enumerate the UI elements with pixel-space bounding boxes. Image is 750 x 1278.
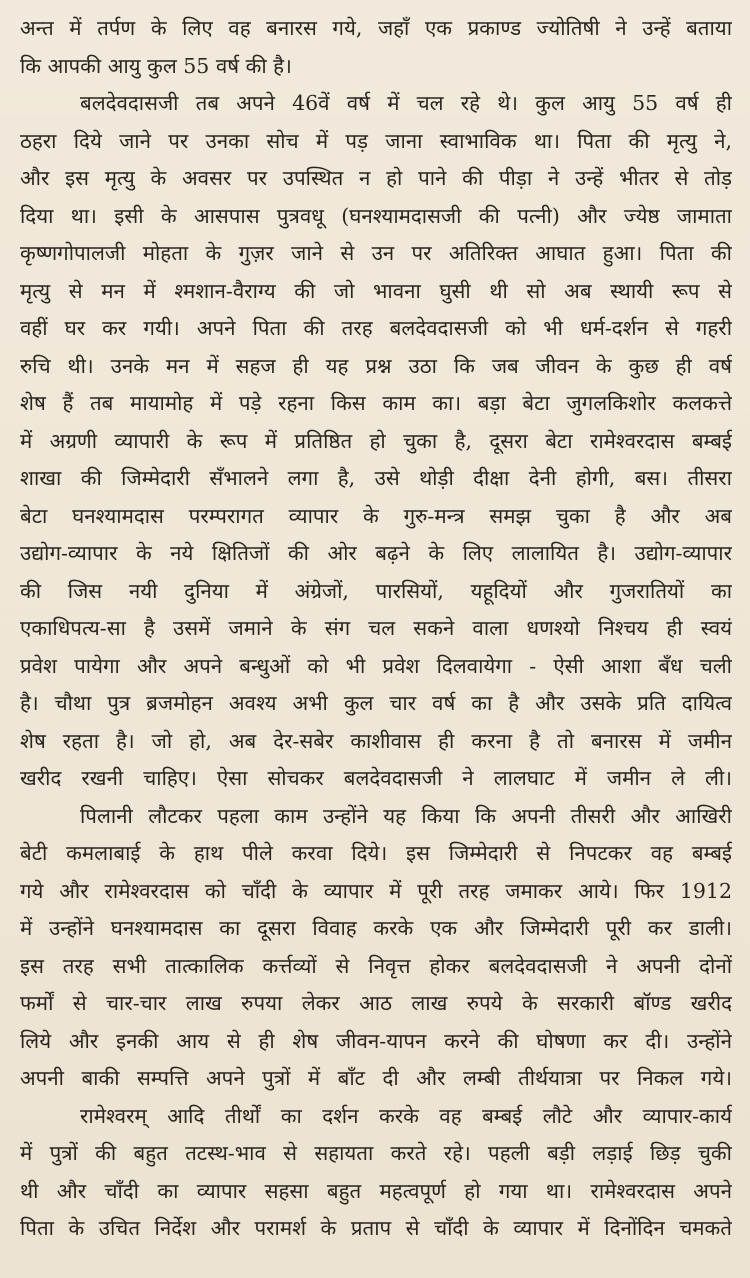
text-line-23: बेटी कमलाबाई के हाथ पीले करवा दिये। इस जिम्मेदारी से निपटकर वह बम्बई xyxy=(20,841,732,865)
text-line-20: शेष रहता है। जो हो, अब देर-सबेर काशीवास ही करना है तो बनारस में जमीन xyxy=(20,728,732,753)
text-line-31: में पुत्रों की बहुत तटस्थ-भाव से सहायता करते रहे। पहली बड़ी लड़ाई छिड़ चुकी xyxy=(20,1141,732,1165)
text-line-9: वहीं घर कर गयी। अपने पिता की तरह बलदेवदासजी को भी धर्म-दर्शन से गहरी xyxy=(20,316,732,340)
text-line-13: शाखा की जिम्मेदारी सँभालने लगा है, उसे थोड़ी दीक्षा देनी होगी, बस। तीसरा xyxy=(20,466,732,490)
text-line-10: रुचि थी। उनके मन में सहज ही यह प्रश्न उठा कि जब जीवन के कुछ ही वर्ष xyxy=(20,353,732,378)
text-line-17: एकाधिपत्य-सा है उसमें जमाने के संग चल सकने वाला धणश्यो निश्चय ही स्वयं xyxy=(20,616,732,640)
text-line-4: ठहरा दिये जाने पर उनका सोच में पड़ जाना स्वाभाविक था। पिता की मृत्यु ने, xyxy=(20,128,732,153)
text-line-8: मृत्यु से मन में श्मशान-वैराग्य की जो भावना घुसी थी सो अब स्थायी रूप से xyxy=(20,278,732,303)
text-line-3: बलदेवदासजी तब अपने 46वें वर्ष में चल रहे थे। कुल आयु 55 वर्ष ही xyxy=(80,91,732,115)
text-line-29: अपनी बाकी सम्पत्ति अपने पुत्रों में बाँट दी और लम्बी तीर्थयात्रा पर निकल गये। xyxy=(20,1066,732,1090)
text-line-21: खरीद रखनी चाहिए। ऐसा सोचकर बलदेवदासजी ने लालघाट में जमीन ले ली। xyxy=(20,766,732,790)
text-line-16: की जिस नयी दुनिया में अंग्रेजों, पारसियों, यहूदियों और गुजरातियों का xyxy=(20,578,732,603)
text-line-33: पिता के उचित निर्देश और परामर्श के प्रताप से चाँदी के व्यापार में दिनोंदिन चमकते xyxy=(20,1216,732,1240)
text-line-12: में अग्रणी व्यापारी के रूप में प्रतिष्ठित हो चुका है, दूसरा बेटा रामेश्वरदास बम्बई xyxy=(20,428,732,453)
text-line-1: अन्त में तर्पण के लिए वह बनारस गये, जहाँ एक प्रकाण्ड ज्योतिषी ने उन्हें बताया xyxy=(20,16,732,40)
text-line-30: रामेश्वरम् आदि तीर्थों का दर्शन करके वह बम्बई लौटे और व्यापार-कार्य xyxy=(80,1103,732,1128)
text-line-28: लिये और इनकी आय से ही शेष जीवन-यापन करने की घोषणा कर दी। उन्होंने xyxy=(20,1028,732,1053)
text-line-18: प्रवेश पायेगा और अपने बन्धुओं को भी प्रवेश दिलवायेगा - ऐसी आशा बँध चली xyxy=(20,653,732,678)
text-line-32: थी और चाँदी का व्यापार सहसा बहुत महत्वपूर्ण हो गया था। रामेश्वरदास अपने xyxy=(20,1178,732,1203)
text-line-24: गये और रामेश्वरदास को चाँदी के व्यापार में पूरी तरह जमाकर आये। फिर 1912 xyxy=(20,878,732,903)
text-line-7: कृष्णगोपालजी मोहता के गुज़र जाने से उन पर अतिरिक्त आघात हुआ। पिता की xyxy=(20,241,732,265)
text-line-19: है। चौथा पुत्र ब्रजमोहन अवश्य अभी कुल चार वर्ष का है और उसके प्रति दायित्व xyxy=(20,691,732,715)
text-line-27: फर्मों से चार-चार लाख रुपया लेकर आठ लाख रुपये के सरकारी बॉण्ड खरीद xyxy=(20,991,732,1015)
text-line-5: और इस मृत्यु के अवसर पर उपस्थित न हो पाने की पीड़ा ने उन्हें भीतर से तोड़ xyxy=(20,166,732,190)
text-line-25: में उन्होंने घनश्यामदास का दूसरा विवाह करके एक और जिम्मेदारी पूरी कर डाली। xyxy=(20,916,732,940)
text-line-22: पिलानी लौटकर पहला काम उन्होंने यह किया कि अपनी तीसरी और आखिरी xyxy=(80,803,732,828)
text-line-2: कि आपकी आयु कुल 55 वर्ष की है। xyxy=(20,53,292,78)
body-text xyxy=(20,10,732,1248)
text-line-6: दिया था। इसी के आसपास पुत्रवधू (घनश्यामदासजी की पत्नी) और ज्येष्ठ जामाता xyxy=(20,203,732,228)
text-line-15: उद्योग-व्यापार के नये क्षितिजों की ओर बढ़ने के लिए लालायित है। उद्योग-व्यापार xyxy=(20,541,732,565)
text-line-11: शेष हैं तब मायामोह में पड़े रहना किस काम का। बड़ा बेटा जुगलकिशोर कलकत्ते xyxy=(20,391,732,415)
text-line-14: बेटा घनश्यामदास परम्परागत व्यापार के गुरु-मन्त्र समझ चुका है और अब xyxy=(20,503,732,528)
text-line-26: इस तरह सभी तात्कालिक कर्त्तव्यों से निवृत्त होकर बलदेवदासजी ने अपनी दोनों xyxy=(20,953,732,978)
